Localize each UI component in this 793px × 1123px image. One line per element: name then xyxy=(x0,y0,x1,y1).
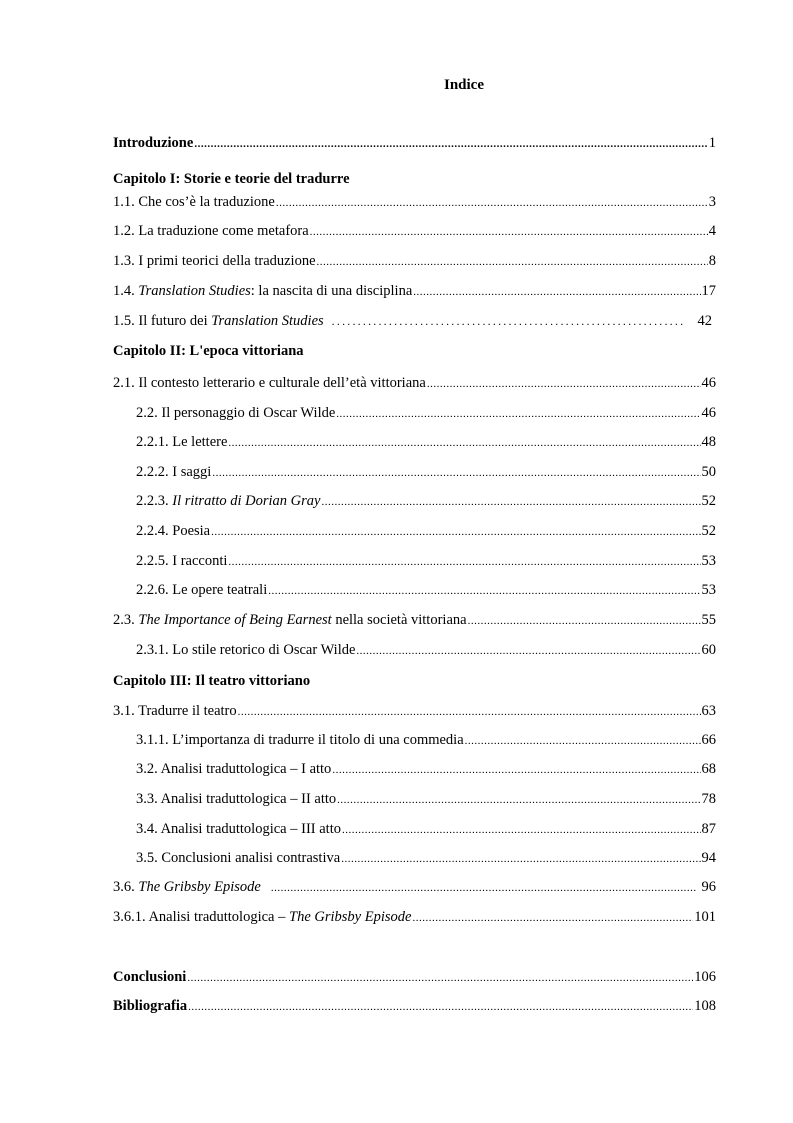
toc-entry-page: 3 xyxy=(708,194,716,210)
dot-leader xyxy=(276,194,708,212)
toc-entry-1-3 xyxy=(113,252,716,270)
chapter-heading-1: Capitolo I: Storie e teorie del tradurre xyxy=(113,171,350,187)
toc-entry-page: 68 xyxy=(701,761,716,777)
toc-entry-page: 106 xyxy=(694,969,716,985)
dot-leader xyxy=(187,969,693,987)
toc-entry-page: 8 xyxy=(708,253,716,269)
toc-entry-label: 3.2. Analisi traduttologica – I atto xyxy=(136,761,332,777)
dot-leader xyxy=(228,553,700,571)
toc-entry-label: Bibliografia xyxy=(113,998,188,1014)
toc-entry-2-2-2 xyxy=(136,463,716,481)
dot-leader xyxy=(342,821,701,839)
toc-entry-page: 63 xyxy=(701,703,716,719)
dot-leader xyxy=(188,998,693,1016)
toc-entry-2-2-6 xyxy=(136,581,716,599)
toc-entry-2-2-3 xyxy=(136,492,716,510)
toc-entry-conclusioni xyxy=(113,968,716,986)
toc-entry-label xyxy=(113,908,411,926)
label-prefix: 2.3. xyxy=(113,612,139,628)
toc-entry-label: 2.1. Il contesto letterario e culturale dell’età vittoriana xyxy=(113,375,426,391)
dot-leader xyxy=(356,642,700,660)
toc-entry-page: 55 xyxy=(701,612,716,628)
toc-entry-1-2 xyxy=(113,222,716,240)
chapter-heading-3: Capitolo III: Il teatro vittoriano xyxy=(113,673,311,689)
toc-entry-label: 1.1. Che cos’è la traduzione xyxy=(113,194,275,210)
toc-entry-2-1 xyxy=(113,374,716,392)
toc-entry-label: 3.4. Analisi traduttologica – III atto xyxy=(136,821,341,837)
label-prefix: 2.2.3. xyxy=(136,493,173,509)
toc-entry-page: 1 xyxy=(708,135,716,151)
toc-entry-page: 52 xyxy=(701,493,716,509)
dot-leader xyxy=(341,850,700,868)
label-suffix: nella società vittoriana xyxy=(331,612,467,628)
toc-entry-label: Introduzione xyxy=(113,135,194,151)
toc-entry-2-3-1 xyxy=(136,641,716,659)
toc-entry-3-1-1 xyxy=(136,731,716,749)
toc-entry-label: 3.1.1. L’importanza di tradurre il titolo di una commedia xyxy=(136,732,464,748)
label-prefix: 1.4. xyxy=(113,283,139,299)
dot-leader xyxy=(336,405,700,423)
toc-entry-1-4 xyxy=(113,282,716,300)
dot-leader xyxy=(310,223,708,241)
toc-entry-label: 2.2.5. I racconti xyxy=(136,553,228,569)
toc-entry-2-3 xyxy=(113,611,716,629)
toc-entry-label: 2.2.4. Poesia xyxy=(136,523,211,539)
dot-leader xyxy=(228,434,700,452)
dot-leader xyxy=(332,761,700,779)
dot-leader xyxy=(194,135,707,153)
toc-entry-page: 87 xyxy=(701,821,716,837)
toc-entry-label: 3.5. Conclusioni analisi contrastiva xyxy=(136,850,341,866)
dot-leader xyxy=(427,375,701,393)
toc-entry-label: 2.2.1. Le lettere xyxy=(136,434,228,450)
label-italic: The Gribsby Episode xyxy=(138,879,261,895)
toc-entry-label: 2.2. Il personaggio di Oscar Wilde xyxy=(136,405,336,421)
toc-entry-label xyxy=(136,492,320,510)
toc-entry-label: 2.2.2. I saggi xyxy=(136,464,212,480)
toc-entry-page: 94 xyxy=(701,850,716,866)
toc-entry-3-1 xyxy=(113,702,716,720)
toc-entry-introduzione xyxy=(113,134,716,152)
toc-entry-page: 17 xyxy=(701,283,716,299)
toc-entry-page: 53 xyxy=(701,582,716,598)
dot-leader xyxy=(413,283,700,301)
toc-entry-label: 1.3. I primi teorici della traduzione xyxy=(113,253,316,269)
toc-entry-label xyxy=(113,312,324,330)
label-suffix: : la nascita di una disciplina xyxy=(250,283,413,299)
label-prefix: 1.5. Il futuro dei xyxy=(113,313,212,329)
toc-entry-page: 60 xyxy=(701,642,716,658)
toc-entry-bibliografia xyxy=(113,997,716,1015)
toc-entry-page: 66 xyxy=(701,732,716,748)
label-prefix: 3.6.1. Analisi traduttologica – xyxy=(113,909,289,925)
toc-entry-label: 3.3. Analisi traduttologica – II atto xyxy=(136,791,337,807)
toc-entry-page: 52 xyxy=(701,523,716,539)
dot-leader xyxy=(212,464,700,482)
toc-entry-2-2-5 xyxy=(136,552,716,570)
toc-entry-3-4 xyxy=(136,820,716,838)
toc-entry-label: Conclusioni xyxy=(113,969,187,985)
dot-leader xyxy=(465,732,701,750)
toc-entry-2-2-1 xyxy=(136,433,716,451)
chapter-heading-2: Capitolo II: L'epoca vittoriana xyxy=(113,343,304,359)
toc-entry-page: 101 xyxy=(694,909,716,925)
dot-leader xyxy=(211,523,700,541)
dot-leader xyxy=(412,909,693,927)
toc-entry-1-1 xyxy=(113,193,716,211)
toc-entry-label: 2.2.6. Le opere teatrali xyxy=(136,582,268,598)
dot-leader xyxy=(468,612,701,630)
toc-entry-3-6-1 xyxy=(113,908,716,926)
page-title: Indice xyxy=(443,77,484,93)
toc-entry-page: 42 xyxy=(697,313,712,329)
toc-entry-3-2 xyxy=(136,760,716,778)
toc-entry-label xyxy=(113,878,261,896)
label-italic: Il ritratto di Dorian Gray xyxy=(172,493,321,509)
toc-entry-3-6 xyxy=(113,878,716,896)
dot-leader xyxy=(337,791,700,809)
toc-entry-page: 96 xyxy=(701,879,716,895)
label-italic: The Gribsby Episode xyxy=(289,909,412,925)
toc-entry-page: 50 xyxy=(701,464,716,480)
label-italic: Translation Studies xyxy=(138,283,251,299)
toc-entry-label: 2.3.1. Lo stile retorico di Oscar Wilde xyxy=(136,642,356,658)
toc-entry-page: 53 xyxy=(701,553,716,569)
toc-entry-2-2 xyxy=(136,404,716,422)
toc-entry-label: 1.2. La traduzione come metafora xyxy=(113,223,309,239)
toc-entry-3-5 xyxy=(136,849,716,867)
toc-entry-page: 46 xyxy=(701,375,716,391)
dot-leader xyxy=(317,253,708,271)
label-italic: Translation Studies xyxy=(211,313,324,329)
dot-leader xyxy=(332,312,684,330)
dot-leader xyxy=(271,879,696,897)
toc-entry-label xyxy=(113,282,412,300)
toc-entry-label xyxy=(113,611,467,629)
toc-entry-1-5 xyxy=(113,312,716,330)
dot-leader xyxy=(321,493,700,511)
label-italic: The Importance of Being Earnest xyxy=(138,612,332,628)
dot-leader xyxy=(268,582,700,600)
toc-entry-page: 108 xyxy=(694,998,716,1014)
toc-entry-label: 3.1. Tradurre il teatro xyxy=(113,703,237,719)
toc-entry-page: 48 xyxy=(701,434,716,450)
toc-entry-3-3 xyxy=(136,790,716,808)
dot-leader xyxy=(238,703,701,721)
label-prefix: 3.6. xyxy=(113,879,139,895)
toc-entry-page: 4 xyxy=(708,223,716,239)
toc-entry-page: 78 xyxy=(701,791,716,807)
toc-entry-2-2-4 xyxy=(136,522,716,540)
toc-entry-page: 46 xyxy=(701,405,716,421)
